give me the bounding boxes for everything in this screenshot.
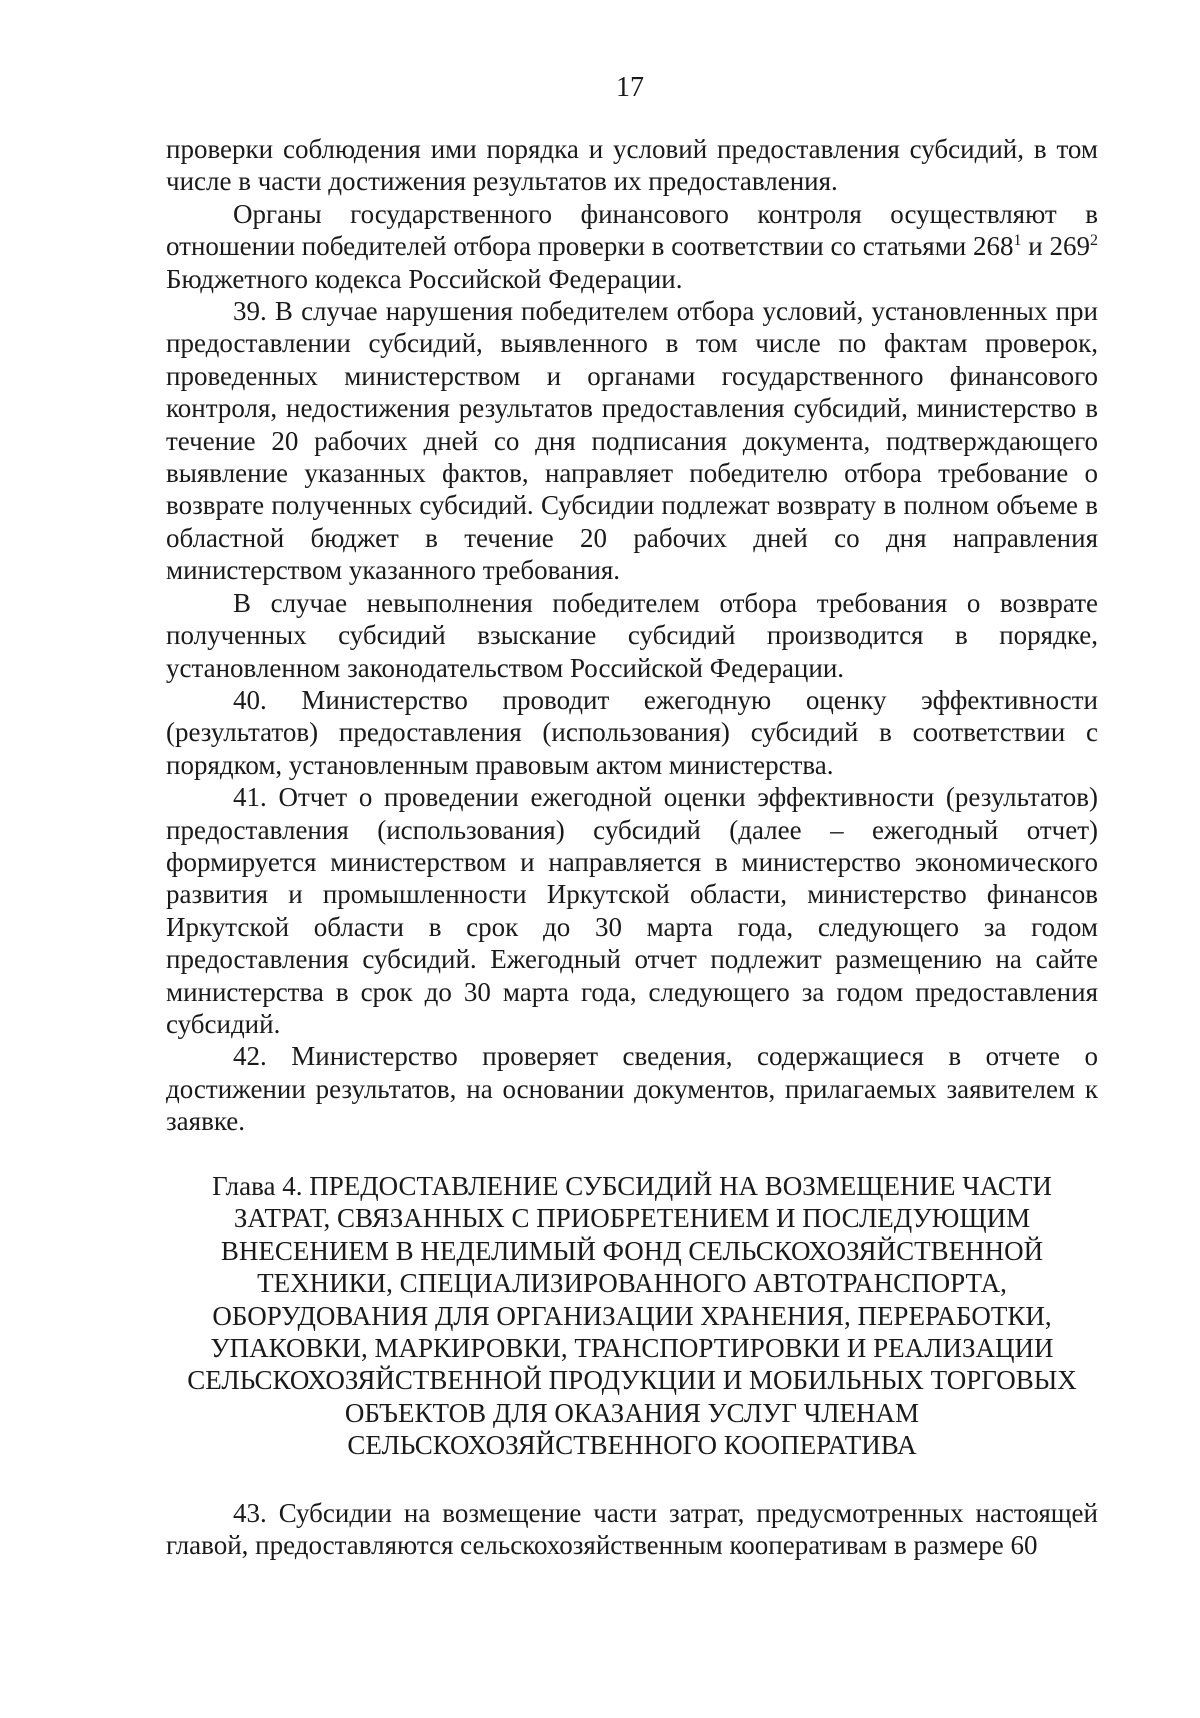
page-number: 17 xyxy=(616,72,644,103)
paragraph-42: 42. Министерство проверяет сведения, содержащиеся в отчете о достижении результатов, на основании документов, прилагаемых заявителем к заявке. xyxy=(166,1041,1098,1137)
chapter-heading: Глава 4. ПРЕДОСТАВЛЕНИЕ СУБСИДИЙ НА ВОЗМЕЩЕНИЕ ЧАСТИ ЗАТРАТ, СВЯЗАННЫХ С ПРИОБРЕТЕНИЕМ И ПОСЛЕДУЮЩИМ ВНЕСЕНИЕМ В НЕДЕЛИМЫЙ ФОНД СЕЛЬСКОХОЗЯЙСТВЕННОЙ ТЕХНИКИ, СПЕЦИАЛИЗИРОВАННОГО АВТОТРАНСПОРТА, ОБОРУДОВАНИЯ ДЛЯ ОРГАНИЗАЦИИ ХРАНЕНИЯ, ПЕРЕРАБОТКИ, УПАКОВКИ, МАРКИРОВКИ, ТРАНСПОРТИРОВКИ И РЕАЛИЗАЦИИ СЕЛЬСКОХОЗЯЙСТВЕННОЙ ПРОДУКЦИИ И МОБИЛЬНЫХ ТОРГОВЫХ ОБЪЕКТОВ ДЛЯ ОКАЗАНИЯ УСЛУГ ЧЛЕНАМ СЕЛЬСКОХОЗЯЙСТВЕННОГО КООПЕРАТИВА xyxy=(187,1171,1077,1461)
paragraph-continuation: проверки соблюдения ими порядка и условий предоставления субсидий, в том числе в части достижения результатов их предоставления. xyxy=(166,134,1098,197)
paragraph-39: 39. В случае нарушения победителем отбора условий, установленных при предоставлении субсидий, выявленного в том числе по фактам проверок, проведенных министерством и органами государственного финансового контроля, недостижения результатов предоставления субсидий, министерство в течение 20 рабочих дней со дня подписания документа, подтверждающего выявление указанных фактов, направляет победителю отбора требование о возврате полученных субсидий. Субсидии подлежат возврату в полном объеме в областной бюджет в течение 20 рабочих дней со дня направления министерством указанного требования. xyxy=(166,296,1098,586)
paragraph-41: 41. Отчет о проведении ежегодной оценки эффективности (результатов) предоставления (использования) субсидий (далее – ежегодный отчет) формируется министерством и направляется в министерство экономического развития и промышленности Иркутской области, министерство финансов Иркутской области в срок до 30 марта года, следующего за годом предоставления субсидий. Ежегодный отчет подлежит размещению на сайте министерства в срок до 30 марта года, следующего за годом предоставления субсидий. xyxy=(166,782,1098,1039)
paragraph-39-recovery: В случае невыполнения победителем отбора требования о возврате полученных субсидий взыскание субсидий производится в порядке, установленном законодательством Российской Федерации. xyxy=(166,587,1098,683)
paragraph-text: Органы государственного финансового контроля осуществляют в отношении победителей отбора проверки в соответствии со статьями 268 xyxy=(166,198,1098,262)
paragraph-text: и 269 xyxy=(1021,231,1090,262)
superscript: 2 xyxy=(1089,232,1098,250)
paragraph-financial-control xyxy=(166,198,1098,295)
paragraph-43: 43. Субсидии на возмещение части затрат, предусмотренных настоящей главой, предоставляются сельскохозяйственным кооперативам в размере 60 xyxy=(166,1498,1098,1561)
paragraph-text: Бюджетного кодекса Российской Федерации. xyxy=(166,263,683,294)
document-body xyxy=(166,133,1098,1138)
paragraph-40: 40. Министерство проводит ежегодную оценку эффективности (результатов) предоставления (использования) субсидий в соответствии с порядком, установленным правовым актом министерства. xyxy=(166,684,1098,780)
superscript: 1 xyxy=(1013,232,1022,250)
document-body-continued xyxy=(166,1497,1098,1562)
